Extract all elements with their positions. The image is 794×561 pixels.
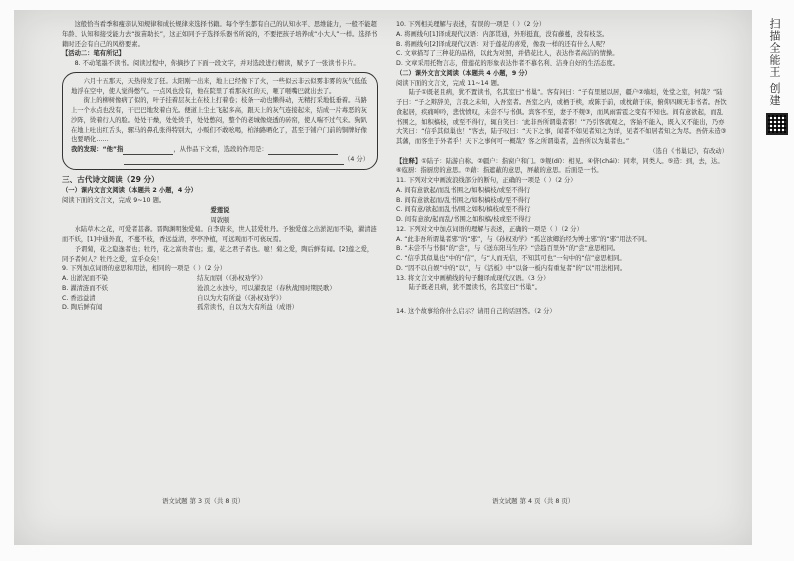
subsection-2-desc: 阅读下面的文言文，完成 11~14 题。 xyxy=(396,79,504,87)
q11-option-d[interactable]: D. 间有意欲/起而乱/书围之如积槁/枝或至不得行 xyxy=(396,216,531,223)
answer-blank[interactable] xyxy=(268,148,338,155)
q9-option-a[interactable]: A. 出淤泥而不染 xyxy=(62,275,108,283)
section-3-title: 三、古代诗文阅读（29 分） xyxy=(62,174,159,184)
card-paragraph-2: 街上的柳树像病了似的，叶子挂着层灰土在枝上打着卷；枝条一动也懒得动，无精打采地低垂着。马路上一个水点也没有，干巴巴地发着白光。便道上尘土飞起多高，跟天上的灰气连接起来，结成一片毒恶的灰沙阵，烫着行人的脸。处处干燥，处处烫手，处处憋闷，整个的老城像烧透的砖窑，使人喘不过气来。狗趴在地上吐出红舌头，骡马的鼻孔张得特别大，小贩们不敢吆喝，柏油路晒化了，甚至于铺户门前的铜牌好像也要晒化…… xyxy=(71,97,367,144)
notes: 【注释】①陆子：陆游自称。②疆户：指窗户和门。③觌(dí)：相见。④侪(chái)：同辈，同类人。⑤造：到，去，达。⑥庖厨：指厨房的意思。⑦藉：指遮蔽的意思，屏蔽的意思。后面是一书。 xyxy=(396,157,724,175)
subsection-1-title: （一）课内文言文阅读（本题共 2 小题，4 分） xyxy=(62,187,197,195)
question-13: 13. 将文言文中画横线的句子翻译成现代汉语。（3 分） xyxy=(396,274,550,282)
question-14: 14. 这个故事给你什么启示？请用自己的话回答。（2 分） xyxy=(396,308,556,315)
question-10: 10. 下列相关理解与表述，有误的一项是（ ）（2 分） xyxy=(396,21,546,28)
activity-title: 【活动二：笔有所记】 xyxy=(62,50,125,58)
q10-option-b[interactable]: B. 将画线句[2]译成现代汉语：对于莲花的喜爱，像我一样的还有什么人呢？ xyxy=(396,40,609,48)
essay-title: 爱莲说 xyxy=(210,206,230,214)
qr-code-icon xyxy=(766,113,788,135)
q9-option-b[interactable]: B. 濯清涟而不妖 xyxy=(62,284,109,292)
q9-option-d[interactable]: D. 陶后鲜有闻 xyxy=(62,304,103,312)
page-3 xyxy=(62,20,378,313)
subsection-2-title: （二）课外文言文阅读（本题共 4 小题，9 分） xyxy=(396,69,531,77)
subsection-1-desc: 阅读下面的文言文，完成 9~10 题。 xyxy=(62,197,166,205)
card-score: （4 分） xyxy=(71,155,369,165)
page-4 xyxy=(396,20,728,317)
q12-option-d[interactable]: D. “因不以自娱”中的“以”，与《活板》中“以备一板内有重复者”的“以”用法相同。 xyxy=(396,264,627,272)
scanner-watermark xyxy=(766,18,788,135)
essay-paragraph-2: 予谓菊，花之隐逸者也；牡丹，花之富贵者也；莲，花之君子者也。噫！菊之爱，陶后鲜有闻。[2]莲之爱，同予者何人？牡丹之爱，宜乎众矣！ xyxy=(62,245,374,263)
q9-option-d-ref: 孤常读书，自以为大有所益（成语） xyxy=(197,304,298,312)
answer-blank[interactable] xyxy=(123,148,173,155)
q10-option-a[interactable]: A. 将画线句[1]译成现代汉语：内部贯通，外形挺直，没有藤蔓，没有枝茎。 xyxy=(396,30,609,38)
q11-option-b[interactable]: B. 间有意欲起而/乱书围之/如积槁枝或/至不得行 xyxy=(396,196,531,204)
q12-option-c[interactable]: C. “信乎其似巢也”中的“信”，与“人而无信，不知其可也”一句中的“信”意思相同。 xyxy=(396,255,626,262)
watermark-text: 扫描全能王 创建 xyxy=(768,18,781,107)
q11-option-c[interactable]: C. 间有意/欲起而乱书/围之如积/槁枝或至不得行 xyxy=(396,206,531,214)
classical-passage: 陆子①既老且病，犹不置读书，名其室曰“书巢”。客有问曰：“子有里屋以居，疆户②墙垣，处堂之室，何哉？”陆子曰：“子之辩辞美，言我之未知，入吾室者。吾室之内，或栖于椟，或陈于前，或枕藉于床，俯仰四顾无非书者。吾饮食起居，疾痛呻吟，悲忧愤叹，未尝不与书俱。宾客不至，妻子不觌③，而风雨雷雹之变有不知也。间有意欲起，而乱书围之，如积槁枝，或至不得行，辄自笑曰：‘此非吾所谓巢者邪！’”乃引客就观之，客始不能入，既入又不能出，乃亦大笑曰：“信乎其似巢也！”客去，陆子叹曰：“天下之事，闻者不如见者知之为详，见者不如居者知之为尽。吾侪未造③其藩，而客坐于外者乎！天下之事何可一概哉？客之所谓巢者，盖吾所以为巢者也。” xyxy=(396,89,727,145)
question-9-options xyxy=(62,274,378,313)
q12-option-b[interactable]: B. “未尝不与书俱”的“尝”，与《送东阳马生序》“尝趋百里外”的“尝”意思相同。 xyxy=(396,245,620,253)
question-13-text: 陆子既老且病，犹不置读书，名其室曰“书巢”。 xyxy=(408,284,542,292)
card-finding: 我的发现：“他”指 ，从作品下文看，选段的作用是： xyxy=(71,145,369,155)
exam-paper xyxy=(14,10,752,545)
answer-blank[interactable] xyxy=(124,158,344,165)
q11-option-a[interactable]: A. 间有意欲起/而乱书围之/如积槁枝/或至不得行 xyxy=(396,186,531,194)
q10-option-d[interactable]: D. 文章采用托物言志，借莲花的形象表达作者不慕名利、洁身自好的生活态度。 xyxy=(396,60,619,67)
reading-card xyxy=(62,72,378,170)
q9-option-a-ref: 结友而别（《孙权劝学》） xyxy=(197,275,267,283)
question-8: 8. 不动笔墨不读书。阅读过程中，你摘抄了下面一段文字，并对选段进行精读，赋予了一张读书卡片。 xyxy=(74,60,360,67)
q9-option-b-ref: 沧浪之水浊兮，可以濯我足（春秋战国时期民歌） xyxy=(197,284,336,292)
card-paragraph-1: 六月十五那天，天热得发了狂。太阳刚一出来，地上已经像下了火，一些似云非云似雾非雾的灰气低低地浮在空中，使人觉得憋气。一点风也没有，他在院里了看那灰红的天，咂了咂嘴巴就出去了。 xyxy=(71,77,367,95)
page-3-footer: 语文试题 第 3 页（共 8 页） xyxy=(162,497,245,505)
essay-paragraph-1: 水陆草木之花，可爱者甚蕃。晋陶渊明独爱菊。自李唐来，世人甚爱牡丹。予独爱莲之出淤泥而不染，濯清涟而不妖，[1]中通外直，不蔓不枝，香远益清，亭亭净植，可远观而不可亵玩焉。 xyxy=(62,226,377,244)
q9-option-c[interactable]: C. 香远益清 xyxy=(62,294,96,302)
passage-source: （选自《书巢记》，有改动） xyxy=(649,147,728,155)
q12-option-a[interactable]: A. “此非吾所谓巢者邪”的“邪”，与《孙权劝学》“孤岂欲卿治经为博士邪”的“邪”用法不同。 xyxy=(396,235,651,243)
intro-paragraph: 这般恰当看季和瘦亲认知规律和成长规律来选择书籍。每个学生都有自己的认知水平、思维能力，一般不能超年龄、认知和接受能力去“拔苗助长”，这正如同予子选择乐器书所说的，不要把孩子培养成“小大人”一样。选择书籍时还会有自己的风格要素。 xyxy=(62,21,378,48)
question-9: 9. 下列加点词语的意思和用法，相同的一项是（ ）（2 分） xyxy=(62,265,226,273)
essay-author: 周敦颐 xyxy=(210,216,230,224)
q10-option-c[interactable]: C. 文章描写了三种花的品格，以此为对照，并借花比人，表达作者高洁的情操。 xyxy=(396,50,619,58)
question-12: 12. 下列对文中加点词语的理解与表述，正确的一项是（ ）（2 分） xyxy=(396,225,583,233)
page-4-footer: 语文试题 第 4 页（共 8 页） xyxy=(492,497,575,505)
q9-option-c-ref: 自以为大有所益（《孙权劝学》） xyxy=(197,294,286,302)
question-11: 11. 下列对文中画波浪线部分的断句，正确的一项是（ ）（2 分） xyxy=(396,177,577,184)
